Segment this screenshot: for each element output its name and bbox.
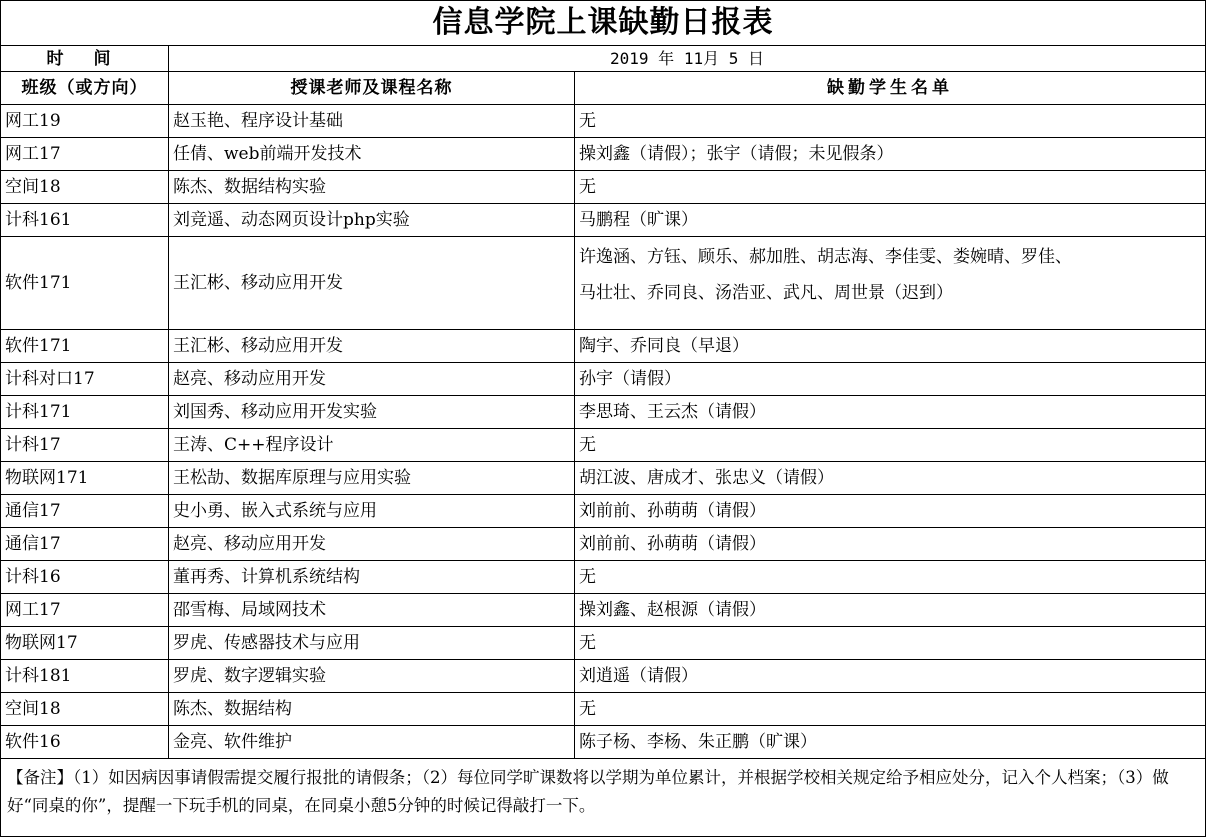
absent-cell: 无 [575,429,1206,462]
course-cell: 王汇彬、移动应用开发 [169,330,575,363]
table-row [1,171,1206,204]
report-date: 2019 年 11月 5 日 [169,46,1206,72]
absent-cell: 无 [575,105,1206,138]
course-cell: 王涛、C++程序设计 [169,429,575,462]
absent-line-2: 马壮壮、乔同良、汤浩亚、武凡、周世景（迟到） [579,283,953,303]
absent-line-1: 许逸涵、方钰、顾乐、郝加胜、胡志海、李佳雯、娄婉晴、罗佳、 [579,247,1072,267]
course-cell: 金亮、软件维护 [169,726,575,759]
absent-cell: 无 [575,171,1206,204]
title-row [1,1,1206,46]
course-cell: 董再秀、计算机系统结构 [169,561,575,594]
absent-cell: 马鹏程（旷课） [575,204,1206,237]
table-row [1,396,1206,429]
table-row [1,627,1206,660]
class-cell: 物联网17 [1,627,169,660]
absent-cell: 无 [575,627,1206,660]
time-row [1,46,1206,72]
course-cell: 任倩、web前端开发技术 [169,138,575,171]
course-cell: 史小勇、嵌入式系统与应用 [169,495,575,528]
class-cell: 计科对口17 [1,363,169,396]
class-cell: 计科161 [1,204,169,237]
header-row [1,72,1206,105]
report-title: 信息学院上课缺勤日报表 [1,1,1206,46]
table-row [1,594,1206,627]
course-cell: 邵雪梅、局域网技术 [169,594,575,627]
course-cell: 王汇彬、移动应用开发 [169,237,575,330]
table-row [1,429,1206,462]
class-cell: 软件16 [1,726,169,759]
course-cell: 刘国秀、移动应用开发实验 [169,396,575,429]
absent-cell: 刘前前、孙萌萌（请假） [575,528,1206,561]
course-cell: 陈杰、数据结构实验 [169,171,575,204]
class-cell: 计科16 [1,561,169,594]
absent-cell: 操刘鑫（请假）；张宇（请假；未见假条） [575,138,1206,171]
course-cell: 罗虎、数字逻辑实验 [169,660,575,693]
table-row [1,330,1206,363]
class-cell: 物联网171 [1,462,169,495]
table-row [1,363,1206,396]
absent-cell: 刘前前、孙萌萌（请假） [575,495,1206,528]
absent-cell: 无 [575,561,1206,594]
course-cell: 刘竞遥、动态网页设计php实验 [169,204,575,237]
table-row [1,693,1206,726]
table-row [1,561,1206,594]
absent-cell: 陈子杨、李杨、朱正鹏（旷课） [575,726,1206,759]
absent-cell: 胡江波、唐成才、张忠义（请假） [575,462,1206,495]
course-cell: 赵玉艳、程序设计基础 [169,105,575,138]
course-cell: 赵亮、移动应用开发 [169,528,575,561]
class-cell: 通信17 [1,528,169,561]
class-cell: 软件171 [1,237,169,330]
class-cell: 空间18 [1,171,169,204]
table-row [1,528,1206,561]
class-cell: 计科17 [1,429,169,462]
class-cell: 软件171 [1,330,169,363]
course-cell: 王松劼、数据库原理与应用实验 [169,462,575,495]
table-row [1,726,1206,759]
note-row [1,759,1206,837]
absent-cell: 李思琦、王云杰（请假） [575,396,1206,429]
class-cell: 网工17 [1,138,169,171]
table-row [1,462,1206,495]
table-row [1,660,1206,693]
header-absent: 缺勤学生名单 [575,72,1206,105]
table-row [1,204,1206,237]
absent-cell: 无 [575,693,1206,726]
class-cell: 空间18 [1,693,169,726]
absent-cell: 刘逍遥（请假） [575,660,1206,693]
absent-cell: 操刘鑫、赵根源（请假） [575,594,1206,627]
absent-cell: 陶宇、乔同良（早退） [575,330,1206,363]
class-cell: 网工19 [1,105,169,138]
table-row [1,138,1206,171]
class-cell: 网工17 [1,594,169,627]
time-label: 时 间 [1,46,169,72]
class-cell: 计科171 [1,396,169,429]
table-row [1,495,1206,528]
remarks-note: 【备注】（1）如因病因事请假需提交履行报批的请假条；（2）每位同学旷课数将以学期为单位累计，并根据学校相关规定给予相应处分，记入个人档案；（3）做好“同桌的你”，提醒一下玩手机的同桌，在同桌小憩5分钟的时候记得敲打一下。 [1,759,1206,837]
header-class: 班级（或方向） [1,72,169,105]
class-cell: 通信17 [1,495,169,528]
table-row [1,237,1206,330]
header-course: 授课老师及课程名称 [169,72,575,105]
absent-cell: 孙宇（请假） [575,363,1206,396]
course-cell: 罗虎、传感器技术与应用 [169,627,575,660]
table-row [1,105,1206,138]
class-cell: 计科181 [1,660,169,693]
course-cell: 陈杰、数据结构 [169,693,575,726]
absent-cell [575,237,1206,330]
course-cell: 赵亮、移动应用开发 [169,363,575,396]
